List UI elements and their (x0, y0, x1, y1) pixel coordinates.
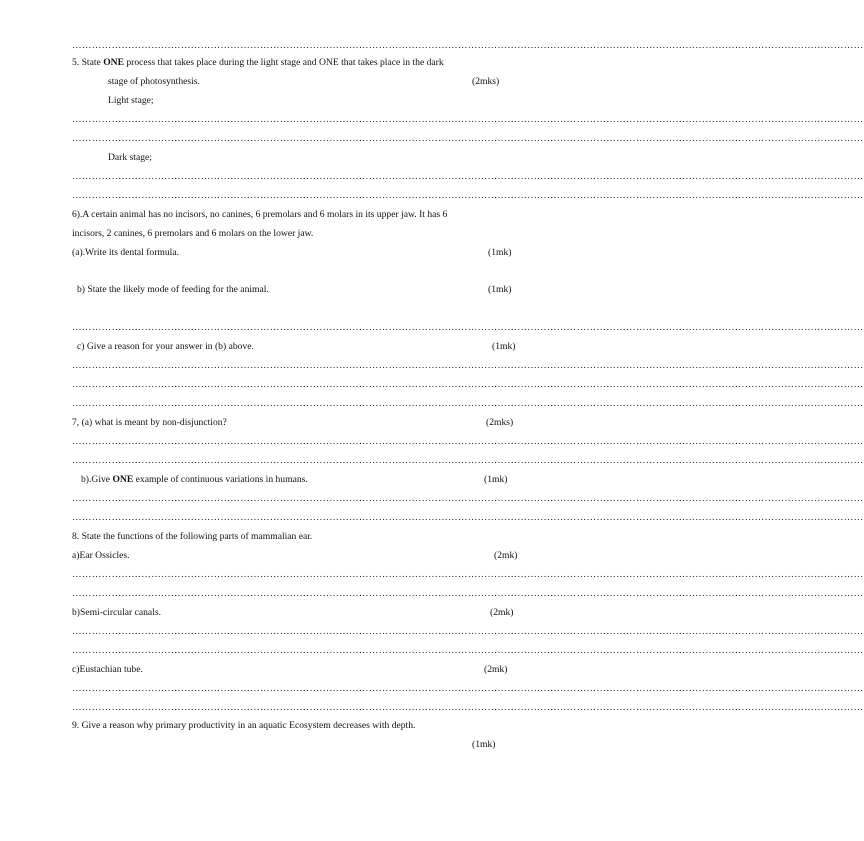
q8c-text: c)Eustachian tube. (72, 664, 143, 675)
answer-line: …………………………………………………………………………………………………………………………………………………………………………………………………………………… (72, 322, 864, 333)
q7a-marks: (2mks) (486, 417, 514, 428)
q6a-text: (a).Write its dental formula. (72, 247, 179, 258)
answer-line: …………………………………………………………………………………………………………………………………………………………………………………………………………………… (72, 493, 864, 504)
q8a-text: a)Ear Ossicles. (72, 550, 130, 561)
q7a-text: 7, (a) what is meant by non-disjunction? (72, 417, 227, 428)
answer-line: …………………………………………………………………………………………………………………………………………………………………………………………………………………… (72, 114, 864, 125)
answer-line: …………………………………………………………………………………………………………………………………………………………………………………………………………………… (72, 455, 864, 466)
q5-dark-label: Dark stage; (108, 152, 152, 163)
answer-line: …………………………………………………………………………………………………………………………………………………………………………………………………………………… (72, 436, 864, 447)
q9-marks: (1mk) (472, 739, 496, 750)
q9-stem: 9. Give a reason why primary productivity in an aquatic Ecosystem decreases with depth. (72, 720, 416, 731)
q5-stem (72, 57, 444, 68)
q7b-marks: (1mk) (484, 474, 508, 485)
answer-line: …………………………………………………………………………………………………………………………………………………………………………………………………………………… (72, 40, 864, 51)
q6c-text: c) Give a reason for your answer in (b) above. (77, 341, 254, 352)
answer-line: …………………………………………………………………………………………………………………………………………………………………………………………………………………… (72, 398, 864, 409)
answer-line: …………………………………………………………………………………………………………………………………………………………………………………………………………………… (72, 626, 864, 637)
q8b-text: b)Semi-circular canals. (72, 607, 161, 618)
answer-line: …………………………………………………………………………………………………………………………………………………………………………………………………………………… (72, 702, 864, 713)
answer-line: …………………………………………………………………………………………………………………………………………………………………………………………………………………… (72, 645, 864, 656)
q7b-pre: b).Give (81, 474, 113, 485)
q6c-marks: (1mk) (492, 341, 516, 352)
q5-stem-bold: ONE (103, 57, 124, 68)
answer-line: …………………………………………………………………………………………………………………………………………………………………………………………………………………… (72, 588, 864, 599)
q5-stem-pre: 5. State (72, 57, 104, 68)
answer-line: …………………………………………………………………………………………………………………………………………………………………………………………………………………… (72, 512, 864, 523)
q8b-marks: (2mk) (490, 607, 514, 618)
answer-line: …………………………………………………………………………………………………………………………………………………………………………………………………………………… (72, 190, 864, 201)
q6b-text: b) State the likely mode of feeding for the animal. (77, 284, 269, 295)
answer-line: …………………………………………………………………………………………………………………………………………………………………………………………………………………… (72, 133, 864, 144)
q5-marks: (2mks) (472, 76, 500, 87)
answer-line: …………………………………………………………………………………………………………………………………………………………………………………………………………………… (72, 379, 864, 390)
q5-light-label: Light stage; (108, 95, 154, 106)
q8a-marks: (2mk) (494, 550, 518, 561)
q6b-marks: (1mk) (488, 284, 512, 295)
q8c-marks: (2mk) (484, 664, 508, 675)
q5-stem-line2: stage of photosynthesis. (108, 76, 200, 87)
answer-line: …………………………………………………………………………………………………………………………………………………………………………………………………………………… (72, 569, 864, 580)
answer-line: …………………………………………………………………………………………………………………………………………………………………………………………………………………… (72, 683, 864, 694)
answer-line: …………………………………………………………………………………………………………………………………………………………………………………………………………………… (72, 171, 864, 182)
q5-stem-post: process that takes place during the light stage and ONE that takes place in the dark (123, 57, 444, 68)
q7b-bold: ONE (112, 474, 134, 485)
q6a-marks: (1mk) (488, 247, 512, 258)
q6-stem-line2: incisors, 2 canines, 6 premolars and 6 molars on the lower jaw. (72, 228, 314, 239)
q7b-post: example of continuous variations in humans. (133, 474, 308, 485)
q6-stem-line1: 6).A certain animal has no incisors, no canines, 6 premolars and 6 molars in its upper jaw. It has 6 (72, 209, 448, 220)
q7b-text (81, 474, 308, 485)
answer-line: …………………………………………………………………………………………………………………………………………………………………………………………………………………… (72, 360, 864, 371)
q8-stem: 8. State the functions of the following parts of mammalian ear. (72, 531, 313, 542)
